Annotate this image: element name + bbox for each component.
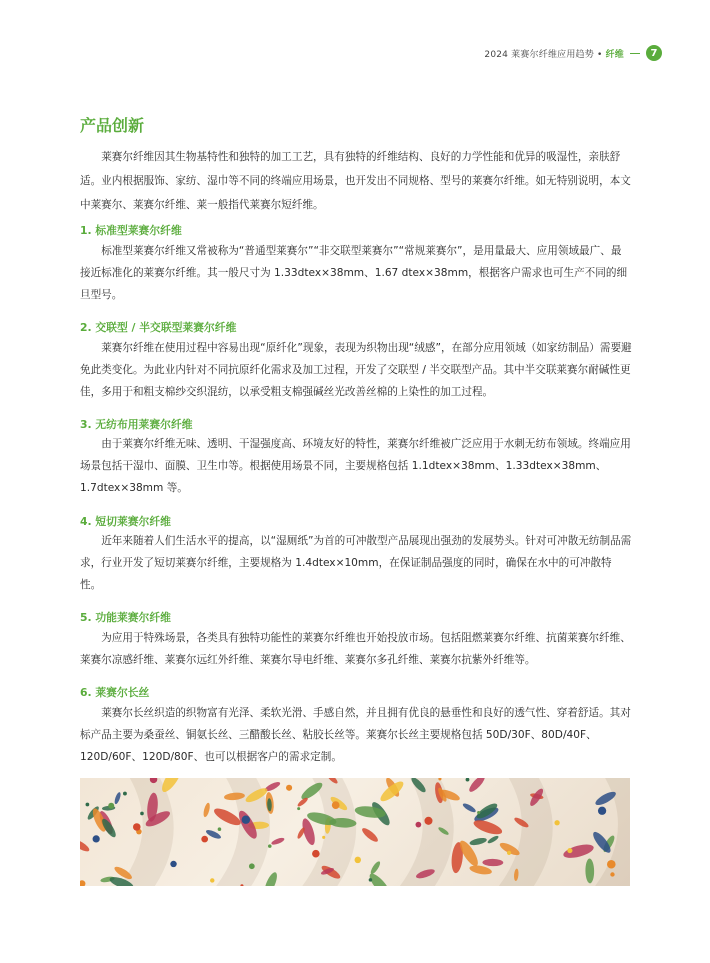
running-header	[484, 44, 662, 62]
header-title: 2024 莱赛尔纤维应用趋势 • 纤维	[484, 49, 624, 60]
section-body-standard: 标准型莱赛尔纤维又常被称为“普通型莱赛尔”“非交联型莱赛尔”“常规莱赛尔”，是用量最大、应用领域最广、最接近标准化的莱赛尔纤维。其一般尺寸为 1.33dtex×38mm、1.67 dtex×38mm，根据客户需求也可生产不同的细旦型号。	[80, 245, 628, 301]
section-body-functional: 为应用于特殊场景，各类具有独特功能性的莱赛尔纤维也开始投放市场。包括阻燃莱赛尔纤维、抗菌莱赛尔纤维、莱赛尔凉感纤维、莱赛尔远红外纤维、莱赛尔导电纤维、莱赛尔多孔纤维、莱赛尔抗紫外纤维等。	[80, 632, 631, 666]
header-accent: 纤维	[605, 49, 624, 60]
page-number-badge: 7	[646, 45, 662, 61]
section-body-filament: 莱赛尔长丝织造的织物富有光泽、柔软光滑、手感自然，并且拥有优良的悬垂性和良好的透气性、穿着舒适。其对标产品主要为桑蚕丝、铜氨长丝、三醋酸长丝、粘胶长丝等。莱赛尔长丝主要规格包括 50D/30F、80D/40F、120D/60F、120D/80F、也可以根据客户的需求定制。	[80, 707, 631, 763]
floral-fabric-illustration	[80, 778, 630, 886]
section-heading-nonwoven: 3. 无纺布用莱赛尔纤维	[80, 418, 193, 431]
section-body-crosslinked: 莱赛尔纤维在使用过程中容易出现“原纤化”现象，表现为织物出现“绒感”，在部分应用领域（如家纺制品）需要避免此类变化。为此业内针对不同抗原纤化需求及加工过程，开发了交联型 / 半交联型产品。其中半交联莱赛尔耐碱性更佳，多用于和粗支棉纱交织混纺，以承受粗支棉强碱丝光改善丝棉的上染性的加工过程。	[80, 342, 632, 398]
section-body-nonwoven: 由于莱赛尔纤维无味、透明、干湿强度高、环境友好的特性，莱赛尔纤维被广泛应用于水刺无纺布领域。终端应用场景包括干湿巾、面膜、卫生巾等。根据使用场景不同，主要规格包括 1.1dtex×38mm、1.33dtex×38mm、1.7dtex×38mm 等。	[80, 438, 631, 494]
header-rule	[630, 53, 640, 54]
floral-fabric-photo	[80, 778, 630, 886]
section-heading-short-cut: 4. 短切莱赛尔纤维	[80, 515, 171, 528]
section-heading-filament: 6. 莱赛尔长丝	[80, 686, 150, 699]
section-heading-standard: 1. 标准型莱赛尔纤维	[80, 224, 182, 237]
section-body-short-cut: 近年来随着人们生活水平的提高，以“湿厕纸”为首的可冲散型产品展现出强劲的发展势头。针对可冲散无纺制品需求，行业开发了短切莱赛尔纤维，主要规格为 1.4dtex×10mm，在保证制品强度的同时，确保在水中的可冲散特性。	[80, 535, 632, 591]
section-heading-functional: 5. 功能莱赛尔纤维	[80, 611, 171, 624]
intro-paragraph: 莱赛尔纤维因其生物基特性和独特的加工工艺，具有独特的纤维结构、良好的力学性能和优异的吸湿性，亲肤舒适。业内根据服饰、家纺、湿巾等不同的终端应用场景，也开发出不同规格、型号的莱赛尔纤维。如无特别说明，本文中莱赛尔、莱赛尔纤维、莱一般指代莱赛尔短纤维。	[80, 151, 631, 211]
page-title: 产品创新	[80, 116, 145, 135]
section-heading-crosslinked: 2. 交联型 / 半交联型莱赛尔纤维	[80, 321, 237, 334]
